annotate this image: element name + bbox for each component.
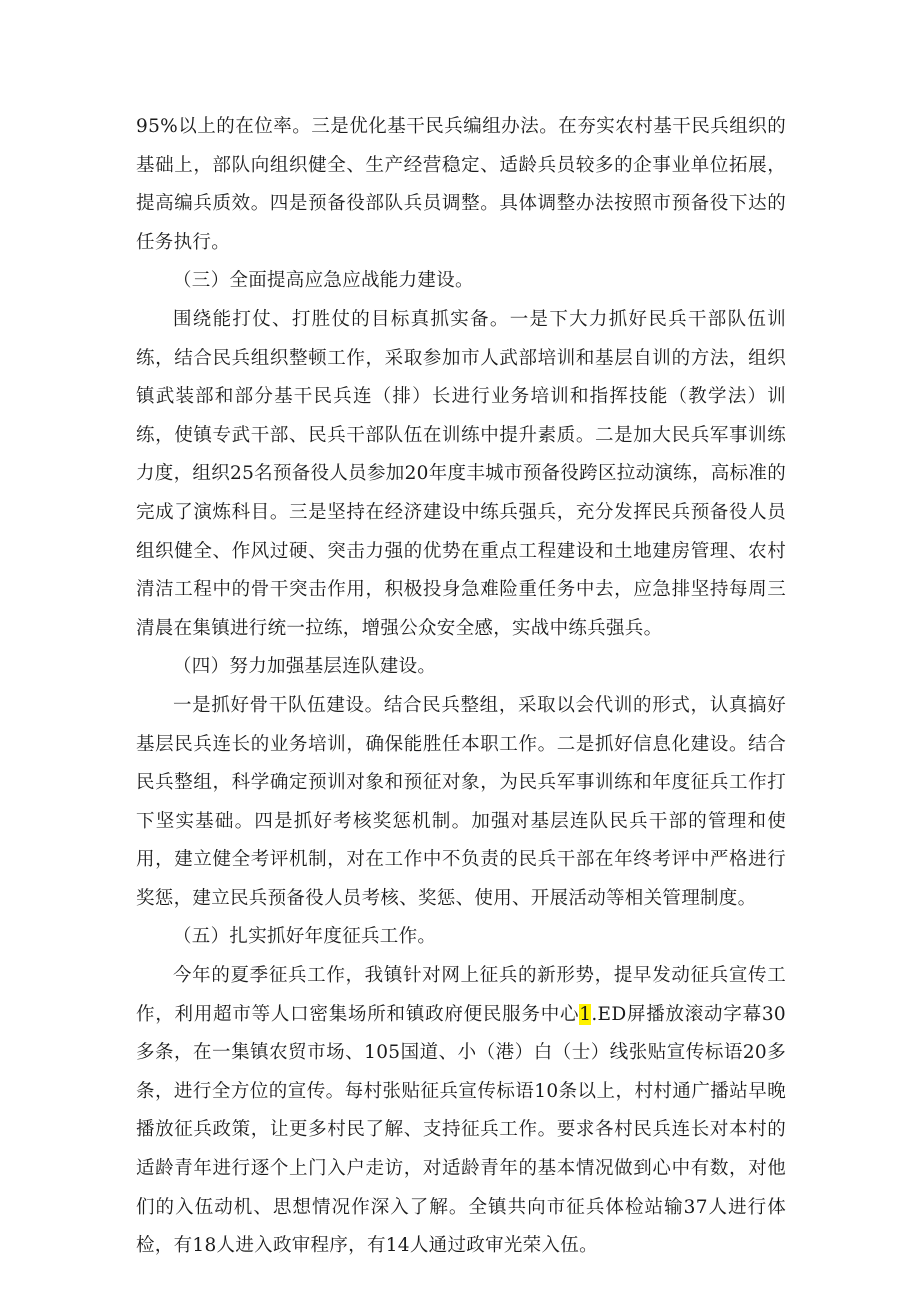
conscription-text-before: 今年的夏季征兵工作，我镇针对网上征兵的新形势，提早发动征兵宣传工作，利用超市等人口密集场所和镇政府便民服务中心: [136, 965, 786, 1025]
conscription-text-after: .ED屏播放滚动字幕30多条，在一集镇农贸市场、105国道、小（港）白（士）线张贴宣传标语20多条，进行全方位的宣传。每村张贴征兵宣传标语10条以上，村村通广播站早晚播放征兵政策，让更多村民了解、支持征兵工作。要求各村民兵连长对本村的适龄青年进行逐个上门入户走访，对适龄青年的基本情况做到心中有数，对他们的入伍动机、思想情况作深入了解。全镇共向市征兵体检站输37人进行体检，有18人进入政审程序，有14人通过政审光荣入伍。: [136, 1003, 787, 1257]
paragraph-continuation: 95%以上的在位率。三是优化基干民兵编组办法。在夯实农村基干民兵组织的基础上，部队向组织健全、生产经营稳定、适龄兵员较多的企事业单位拓展，提高编兵质效。四是预备役部队兵员调整。具体调整办法按照市预备役下达的任务执行。: [136, 116, 786, 253]
section-heading-4: （四）努力加强基层连队建设。: [173, 656, 437, 678]
paragraph-conscription: [136, 957, 786, 1266]
paragraph-emergency-readiness: 围绕能打仗、打胜仗的目标真抓实备。一是下大力抓好民兵干部队伍训练，结合民兵组织整顿工作，采取参加市人武部培训和基层自训的方法，组织镇武装部和部分基干民兵连（排）长进行业务培训和指挥技能（教学法）训练，使镇专武干部、民兵干部队伍在训练中提升素质。二是加大民兵军事训练力度，组织25名预备役人员参加20年度丰城市预备役跨区拉动演练，高标准的完成了演炼科目。三是坚持在经济建设中练兵强兵，充分发挥民兵预备役人员组织健全、作风过硬、突击力强的优势在重点工程建设和土地建房管理、农村清洁工程中的骨干突击作用，积极投身急难险重任务中去，应急排坚持每周三清晨在集镇进行统一拉练，增强公众安全感，实战中练兵强兵。: [136, 308, 786, 639]
highlighted-text: 1: [579, 1003, 592, 1025]
section-heading-3: （三）全面提高应急应战能力建设。: [173, 270, 474, 292]
document-body: [136, 108, 786, 1266]
section-heading-5: （五）扎实抓好年度征兵工作。: [173, 926, 437, 948]
paragraph-grassroots-company: 一是抓好骨干队伍建设。结合民兵整组，采取以会代训的形式，认真搞好基层民兵连长的业务培训，确保能胜任本职工作。二是抓好信息化建设。结合民兵整组，科学确定预训对象和预征对象，为民兵军事训练和年度征兵工作打下坚实基础。四是抓好考核奖惩机制。加强对基层连队民兵干部的管理和使用，建立健全考评机制，对在工作中不负责的民兵干部在年终考评中严格进行奖惩，建立民兵预备役人员考核、奖惩、使用、开展活动等相关管理制度。: [136, 694, 786, 909]
